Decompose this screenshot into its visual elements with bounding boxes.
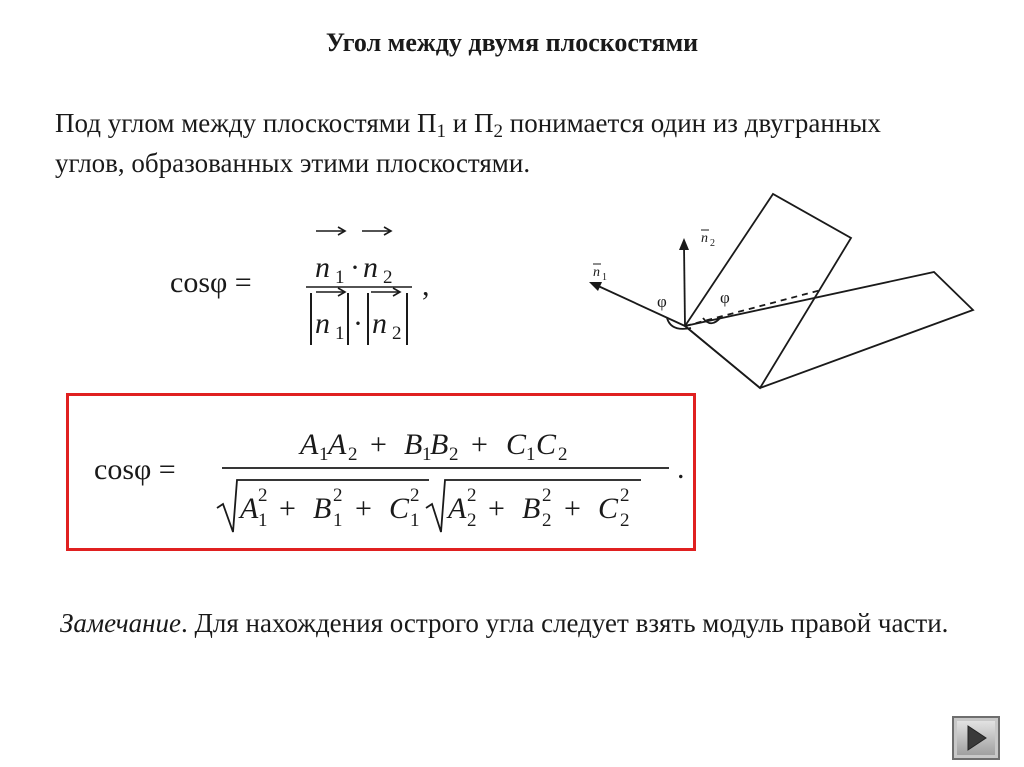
num-A2-index: 2 — [348, 444, 358, 465]
numerator-n1: n — [315, 251, 330, 284]
den-B2-square: 2 — [542, 485, 552, 506]
den-plus-4: + — [564, 492, 581, 525]
formula-comma: , — [422, 269, 430, 302]
numerator-n1-index: 1 — [335, 267, 345, 288]
den-C2: C — [598, 492, 619, 525]
figure-angle-label-right: φ — [720, 288, 730, 307]
num-C2-index: 2 — [558, 444, 568, 465]
next-slide-button[interactable] — [952, 716, 1000, 760]
numerator-n2: n — [363, 251, 378, 284]
den-plus-2: + — [355, 492, 372, 525]
figure-n1-index: 1 — [602, 272, 607, 283]
num-B2: B — [430, 428, 449, 461]
den-C1-square: 2 — [410, 485, 420, 506]
num-B1-index: 1 — [422, 444, 432, 465]
figure-n1-label: n — [593, 265, 600, 280]
den-A1-square: 2 — [258, 485, 268, 506]
num-plus-2: + — [471, 428, 488, 461]
normal-n2-line — [684, 245, 685, 326]
den-A2-square: 2 — [467, 485, 477, 506]
den-B2: B — [522, 492, 541, 525]
denominator-dot: · — [353, 307, 363, 340]
numerator-dot: · — [350, 251, 360, 284]
den-A1-index: 1 — [258, 510, 268, 531]
plane-2 — [685, 194, 851, 388]
den-C2-index: 2 — [620, 510, 630, 531]
slide-title: Угол между двумя плоскостями — [325, 28, 699, 57]
definition-part-1: Под углом между плоскостями П — [55, 108, 437, 138]
den-A2-index: 2 — [467, 510, 477, 531]
den-C2-square: 2 — [620, 485, 630, 506]
formula2-lhs: cosφ = — [94, 453, 176, 486]
normal-n2-arrowhead — [679, 238, 689, 250]
formula2-period: . — [677, 452, 685, 485]
den-B1-index: 1 — [333, 510, 343, 531]
num-A1: A — [300, 428, 319, 461]
num-C1-index: 1 — [526, 444, 536, 465]
den-A2: A — [448, 492, 467, 525]
den-B1: B — [313, 492, 332, 525]
denominator-n1: n — [315, 307, 330, 340]
coordinate-angle-formula — [69, 396, 693, 548]
den-plus-3: + — [488, 492, 505, 525]
formula-lhs: cosφ = — [170, 266, 252, 299]
num-B1: B — [404, 428, 423, 461]
plane-index-1: 1 — [436, 121, 447, 142]
numerator-n2-index: 2 — [383, 267, 393, 288]
normal-n1-line — [596, 285, 685, 326]
planes-figure — [575, 190, 975, 405]
remark-body: . Для нахождения острого угла следует взять модуль правой части. — [181, 608, 949, 638]
num-C2: C — [536, 428, 557, 461]
denominator-n2: n — [372, 307, 387, 340]
num-C1: C — [506, 428, 527, 461]
den-C1-index: 1 — [410, 510, 420, 531]
den-C1: C — [389, 492, 410, 525]
figure-n2-index: 2 — [710, 238, 715, 249]
definition-part-2: и П — [446, 108, 494, 138]
den-plus-1: + — [279, 492, 296, 525]
coordinate-formula-box — [66, 393, 696, 551]
num-A1-index: 1 — [319, 444, 329, 465]
remark-label: Замечание — [60, 608, 181, 638]
next-arrow-icon — [954, 718, 998, 758]
num-plus-1: + — [370, 428, 387, 461]
remark-text — [55, 603, 1005, 644]
num-A2: A — [328, 428, 347, 461]
den-A1: A — [240, 492, 259, 525]
den-B2-index: 2 — [542, 510, 552, 531]
plane-index-2: 2 — [493, 121, 503, 142]
vector-angle-formula — [170, 215, 460, 365]
den-B1-square: 2 — [333, 485, 343, 506]
denominator-n2-index: 2 — [392, 323, 402, 344]
denominator-n1-index: 1 — [335, 323, 345, 344]
num-B2-index: 2 — [449, 444, 459, 465]
definition-text — [55, 103, 955, 183]
figure-angle-label-left: φ — [657, 292, 667, 311]
figure-n2-label: n — [701, 231, 708, 246]
definition-part-3: понимается один из двугранных углов, образованных этими плоскостями. — [55, 108, 881, 178]
